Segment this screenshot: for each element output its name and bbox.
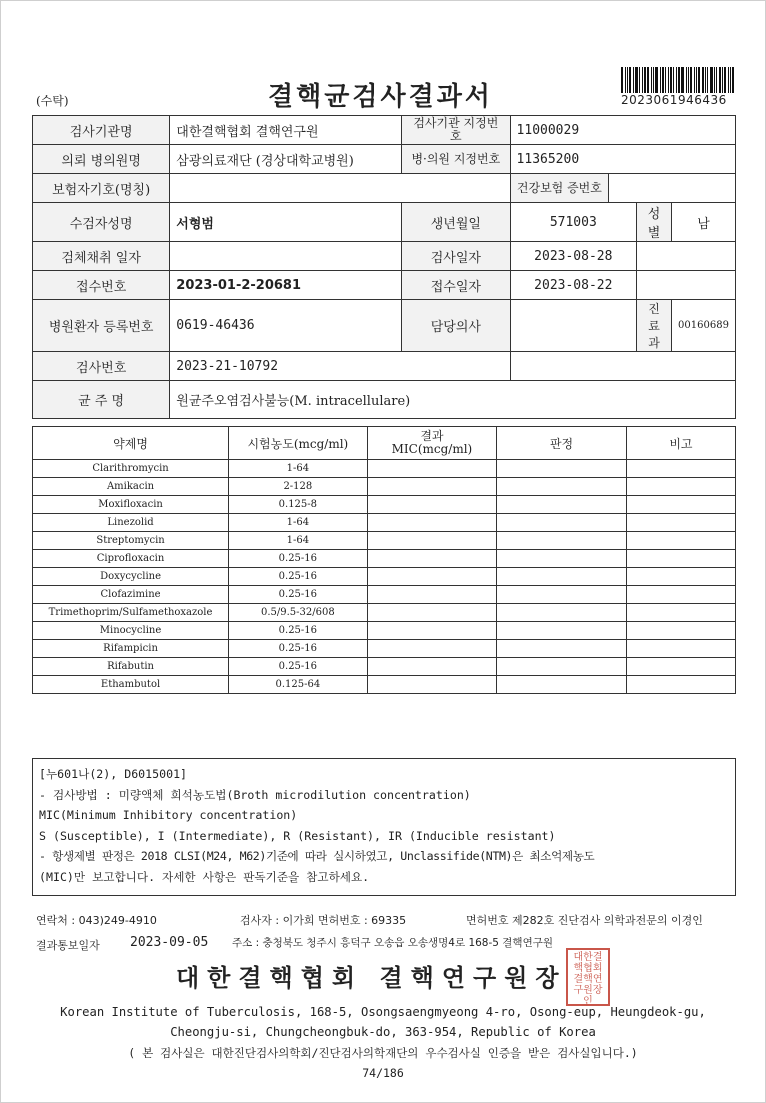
hospital-label: 의뢰 병의원명 xyxy=(33,145,170,174)
test-range: 0.25-16 xyxy=(229,658,368,676)
doctor-label: 담당의사 xyxy=(402,300,510,352)
health-no-value xyxy=(609,174,736,203)
interpretation xyxy=(497,550,627,568)
barcode-bar xyxy=(707,67,708,93)
drug-header: 약제명 xyxy=(33,427,229,460)
drug-name: Trimethoprim/Sulfamethoxazole xyxy=(33,604,229,622)
test-range: 0.25-16 xyxy=(229,568,368,586)
test-date-value: 2023-08-28 xyxy=(510,242,637,271)
address-kr: 주소 : 충청북도 청주시 흥덕구 오송읍 오송생명4로 168-5 결핵연구원 xyxy=(232,937,554,949)
remarks xyxy=(626,586,735,604)
remarks xyxy=(626,478,735,496)
remarks xyxy=(626,622,735,640)
address-en-2: Cheongju-si, Chungcheongbuk-do, 363-954, Republic of Korea xyxy=(170,1025,596,1039)
barcode-bar xyxy=(681,67,684,93)
mic-result xyxy=(367,676,497,694)
mic-header: 결과 MIC(mcg/ml) xyxy=(367,427,497,460)
drug-row xyxy=(33,532,736,550)
interpretation xyxy=(497,640,627,658)
notes-box xyxy=(32,758,736,896)
barcode-bar xyxy=(673,67,674,93)
note-line: - 항생제별 판정은 2018 CLSI(M24, M62)기준에 따라 실시하였고, Unclassifide(NTM)은 최소억제농도 xyxy=(39,849,595,863)
test-range: 0.25-16 xyxy=(229,622,368,640)
organism-value: 원균주오염검사불능(M. intracellulare) xyxy=(170,381,736,419)
barcode-bar xyxy=(647,67,649,93)
license: 면허번호 제282호 진단검사 의학과전문의 이경인 xyxy=(466,914,703,927)
exam-blank xyxy=(510,352,735,381)
report-date: 2023-09-05 xyxy=(130,935,209,950)
barcode xyxy=(621,67,736,107)
barcode-bar xyxy=(716,67,717,93)
drug-name: Moxifloxacin xyxy=(33,496,229,514)
drug-name: Rifampicin xyxy=(33,640,229,658)
test-range: 0.25-16 xyxy=(229,586,368,604)
barcode-bar xyxy=(651,67,652,93)
hosp-code-value: 11365200 xyxy=(510,145,735,174)
test-range: 0.25-16 xyxy=(229,550,368,568)
mic-result xyxy=(367,568,497,586)
barcode-number: 2023061946436 xyxy=(621,93,727,107)
insured-value xyxy=(170,174,510,203)
drug-row xyxy=(33,604,736,622)
drug-susceptibility-table xyxy=(32,426,736,694)
exam-label: 검사번호 xyxy=(33,352,170,381)
mic-result xyxy=(367,586,497,604)
test-range: 0.25-16 xyxy=(229,640,368,658)
barcode-bar xyxy=(730,67,731,93)
barcode-bar xyxy=(688,67,689,93)
contact: 연락처 : 043)249-4910 xyxy=(36,914,157,927)
drug-name: Streptomycin xyxy=(33,532,229,550)
barcode-bar xyxy=(714,67,715,93)
test-range: 0.125-64 xyxy=(229,676,368,694)
official-seal xyxy=(566,948,610,1006)
test-range: 0.5/9.5-32/608 xyxy=(229,604,368,622)
drug-row xyxy=(33,550,736,568)
barcode-bar xyxy=(639,67,640,93)
accession-value: 2023-01-2-20681 xyxy=(170,271,402,300)
address-en-1: Korean Institute of Tuberculosis, 168-5, Osongsaengmyeong 4-ro, Osong-eup, Heungdeok-gu, xyxy=(60,1005,706,1019)
test-date-label: 검사일자 xyxy=(402,242,510,271)
patient-value: 서형범 xyxy=(170,203,402,242)
doctor-value xyxy=(510,300,637,352)
receipt-label: (수탁) xyxy=(36,94,69,108)
remarks xyxy=(626,496,735,514)
barcode-bar xyxy=(653,67,654,93)
patient-info-table xyxy=(32,115,736,419)
drug-row xyxy=(33,676,736,694)
barcode-bar xyxy=(655,67,658,93)
organism-label: 균 주 명 xyxy=(33,381,170,419)
interpretation xyxy=(497,586,627,604)
barcode-bar xyxy=(694,67,695,93)
barcode-bar xyxy=(698,67,700,93)
remarks xyxy=(626,658,735,676)
remarks xyxy=(626,460,735,478)
interpretation xyxy=(497,496,627,514)
birth-label: 생년월일 xyxy=(402,203,510,242)
reg-value: 0619-46436 xyxy=(170,300,402,352)
note-line: (MIC)만 보고합니다. 자세한 사항은 판독기준을 참고하세요. xyxy=(39,869,370,884)
accession-label: 접수번호 xyxy=(33,271,170,300)
drug-row xyxy=(33,514,736,532)
remarks xyxy=(626,640,735,658)
barcode-bar xyxy=(722,67,723,93)
drug-name: Amikacin xyxy=(33,478,229,496)
accept-date-value: 2023-08-22 xyxy=(510,271,637,300)
page-number: 74/186 xyxy=(362,1066,404,1080)
drug-name: Ciprofloxacin xyxy=(33,550,229,568)
barcode-bar xyxy=(642,67,643,93)
drug-name: Clofazimine xyxy=(33,586,229,604)
remarks-header: 비고 xyxy=(626,427,735,460)
drug-name: Minocycline xyxy=(33,622,229,640)
accept-date-blank xyxy=(637,271,736,300)
mic-result xyxy=(367,640,497,658)
mic-result xyxy=(367,514,497,532)
test-range: 2-128 xyxy=(229,478,368,496)
barcode-bar xyxy=(668,67,669,93)
barcode-bar xyxy=(732,67,734,93)
inst-code-label: 검사기관 지정번호 xyxy=(402,116,510,145)
accept-date-label: 접수일자 xyxy=(402,271,510,300)
barcode-bar xyxy=(702,67,704,93)
barcode-bar xyxy=(660,67,661,93)
interpretation xyxy=(497,658,627,676)
interpretation xyxy=(497,676,627,694)
barcode-bar xyxy=(670,67,672,93)
birth-value: 571003 xyxy=(510,203,637,242)
mic-result xyxy=(367,658,497,676)
drug-name: Rifabutin xyxy=(33,658,229,676)
institution-label: 검사기관명 xyxy=(33,116,170,145)
remarks xyxy=(626,532,735,550)
interpretation xyxy=(497,568,627,586)
note-line: - 검사방법 : 미량액체 희석농도법(Broth microdilution concentration) xyxy=(39,787,471,802)
barcode-bar xyxy=(662,67,664,93)
barcode-bar xyxy=(633,67,634,93)
range-header: 시험농도(mcg/ml) xyxy=(229,427,368,460)
seal-text: 대한결핵협회결핵연구원장인 xyxy=(573,952,603,1007)
barcode-bar xyxy=(629,67,631,93)
test-range: 1-64 xyxy=(229,532,368,550)
interpretation xyxy=(497,532,627,550)
drug-name: Clarithromycin xyxy=(33,460,229,478)
drug-row xyxy=(33,658,736,676)
drug-row xyxy=(33,568,736,586)
test-date-blank xyxy=(637,242,736,271)
dept-value: 00160689 xyxy=(672,300,736,352)
barcode-bar xyxy=(728,67,729,93)
sex-value: 남 xyxy=(672,203,736,242)
interpretation xyxy=(497,478,627,496)
remarks xyxy=(626,604,735,622)
barcode-bars xyxy=(621,67,736,93)
inst-code-value: 11000029 xyxy=(510,116,735,145)
collect-label: 검체채취 일자 xyxy=(33,242,170,271)
cert-note: ( 본 검사실은 대한진단검사의학회/진단검사의학재단의 우수검사실 인증을 받은 검사실입니다.) xyxy=(128,1046,638,1060)
drug-row xyxy=(33,640,736,658)
health-no-label: 건강보험 증번호 xyxy=(510,174,609,203)
interpretation xyxy=(497,622,627,640)
note-line: [누601나(2), D6015001] xyxy=(39,767,188,781)
test-range: 0.125-8 xyxy=(229,496,368,514)
barcode-bar xyxy=(724,67,726,93)
test-range: 1-64 xyxy=(229,460,368,478)
mic-result xyxy=(367,532,497,550)
note-line: S (Susceptible), I (Intermediate), R (Resistant), IR (Inducible resistant) xyxy=(39,828,556,843)
collect-value xyxy=(170,242,402,271)
mic-result xyxy=(367,460,497,478)
barcode-bar xyxy=(710,67,713,93)
drug-name: Doxycycline xyxy=(33,568,229,586)
mic-result xyxy=(367,604,497,622)
barcode-bar xyxy=(686,67,687,93)
drug-row xyxy=(33,622,736,640)
barcode-bar xyxy=(665,67,666,93)
mic-result xyxy=(367,622,497,640)
barcode-bar xyxy=(621,67,623,93)
drug-row xyxy=(33,586,736,604)
report-date-label: 결과통보일자 xyxy=(36,939,100,952)
drug-row xyxy=(33,478,736,496)
test-range: 1-64 xyxy=(229,514,368,532)
barcode-bar xyxy=(635,67,638,93)
drug-row xyxy=(33,496,736,514)
barcode-bar xyxy=(705,67,706,93)
interpretation xyxy=(497,460,627,478)
interpretation xyxy=(497,604,627,622)
barcode-bar xyxy=(690,67,692,93)
hosp-code-label: 병·의원 지정번호 xyxy=(402,145,510,174)
sex-label: 성별 xyxy=(637,203,672,242)
insured-label: 보험자기호(명칭) xyxy=(33,174,170,203)
reg-label: 병원환자 등록번호 xyxy=(33,300,170,352)
hospital-value: 삼광의료재단 (경상대학교병원) xyxy=(170,145,402,174)
exam-value: 2023-21-10792 xyxy=(170,352,510,381)
barcode-bar xyxy=(627,67,628,93)
dept-label: 진료과 xyxy=(637,300,672,352)
drug-name: Linezolid xyxy=(33,514,229,532)
barcode-bar xyxy=(676,67,677,93)
barcode-bar xyxy=(678,67,680,93)
patient-label: 수검자성명 xyxy=(33,203,170,242)
drug-row xyxy=(33,460,736,478)
tester: 검사자 : 이가희 면허번호 : 69335 xyxy=(240,914,407,927)
note-line: MIC(Minimum Inhibitory concentration) xyxy=(39,808,298,822)
remarks xyxy=(626,676,735,694)
interpretation xyxy=(497,514,627,532)
remarks xyxy=(626,568,735,586)
mic-result xyxy=(367,478,497,496)
remarks xyxy=(626,550,735,568)
interpretation-header: 판정 xyxy=(497,427,627,460)
institution-value: 대한결핵협회 결핵연구원 xyxy=(170,116,402,145)
mic-result xyxy=(367,496,497,514)
barcode-bar xyxy=(696,67,697,93)
document-title: 결핵균검사결과서 xyxy=(268,82,493,112)
barcode-bar xyxy=(625,67,626,93)
org-title: 대한결핵협회 결핵연구원장 xyxy=(176,964,567,992)
barcode-bar xyxy=(644,67,646,93)
remarks xyxy=(626,514,735,532)
barcode-bar xyxy=(719,67,721,93)
drug-name: Ethambutol xyxy=(33,676,229,694)
mic-result xyxy=(367,550,497,568)
